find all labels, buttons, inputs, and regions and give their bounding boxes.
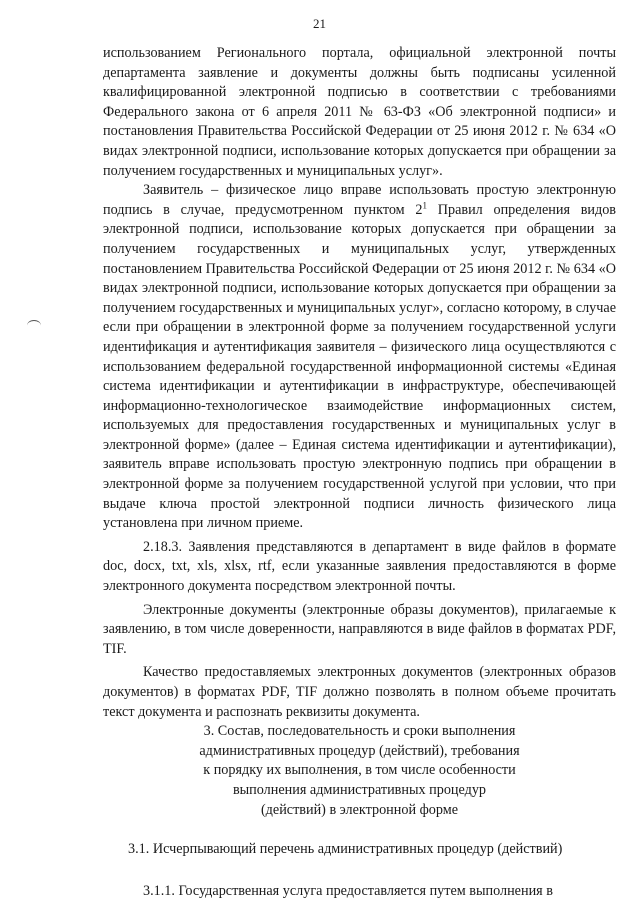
section-heading-line: (действий) в электронной форме: [260, 801, 459, 818]
paragraph-4: Электронные документы (электронные образы документов), прилагаемые к заявлению, в том числе доверенности, направляются в виде файлов в форматах PDF, TIF.: [103, 601, 616, 657]
section-heading-line: административных процедур (действий), требования: [199, 742, 520, 759]
paragraph-2-text-b: Правил определения видов электронной подписи, использование которых допускается при обращении за получением государственных и муниципальных услуг, утвержденных постановлением Правительства Российской Федерации от 25 июня 2012 г. № 634 «О видах электронной подписи, использование которых допускается при обращении за получением государственных и муниципальных услуг», согласно которому, в случае если при обращении в электронной форме за получением государственной услуги идентификация и аутентификация заявителя – физического лица осуществляются с использованием федеральной государственной информационной системы «Единая система идентификации и аутентификации в инфраструктуре, обеспечивающей информационно-технологическое взаимодействие информационных систем, используемых для предоставления государственных и муниципальных услуг в электронной форме» (далее – Единая система идентификации и аутентификации), заявитель вправе использовать простую электронную подпись при обращении в электронной форме за получением государственной услугой при условии, что при выдаче ключа простой электронной подписи личность физического лица установлена при личном приеме.: [103, 201, 617, 532]
subsection-heading: 3.1. Исчерпывающий перечень административных процедур (действий): [128, 841, 563, 858]
section-heading: [103, 722, 616, 820]
document-body: [103, 44, 616, 901]
section-heading-line: к порядку их выполнения, в том числе особенности: [203, 762, 516, 779]
paragraph-1: использованием Регионального портала, официальной электронной почты департамента заявление и документы должны быть подписаны усиленной квалифицированной электронной подписью в соответствии с требованиями Федерального закона от 6 апреля 2011 № 63-ФЗ «Об электронной подписи» и постановления Правительства Российской Федерации от 25 июня 2012 г. № 634 «О видах электронной подписи, использование которых допускается при обращении за получением государственных и муниципальных услуг».: [103, 45, 616, 179]
scan-mark: [27, 320, 41, 331]
paragraph-3: 2.18.3. Заявления представляются в департамент в виде файлов в формате doc, docx, txt, xls, xlsx, rtf, если указанные заявления предоставляются в форме электронного документа посредством электронной почты.: [103, 538, 616, 595]
footnote-superscript: 1: [422, 200, 427, 211]
section-heading-line: выполнения административных процедур: [232, 781, 487, 798]
paragraph-2-text-a: Заявитель – физическое лицо вправе использовать простую электронную подпись в случае, предусмотренном пунктом 2: [103, 182, 616, 218]
paragraph-2: [103, 181, 616, 534]
page-number: 21: [313, 16, 326, 31]
section-heading-line: 3. Состав, последовательность и сроки выполнения: [203, 723, 516, 740]
paragraph-6: 3.1.1. Государственная услуга предоставляется путем выполнения в: [143, 882, 553, 899]
paragraph-5: Качество предоставляемых электронных документов (электронных образов документов) в форматах PDF, TIF должно позволять в полном объеме прочитать текст документа и распознать реквизиты документа.: [103, 664, 616, 720]
